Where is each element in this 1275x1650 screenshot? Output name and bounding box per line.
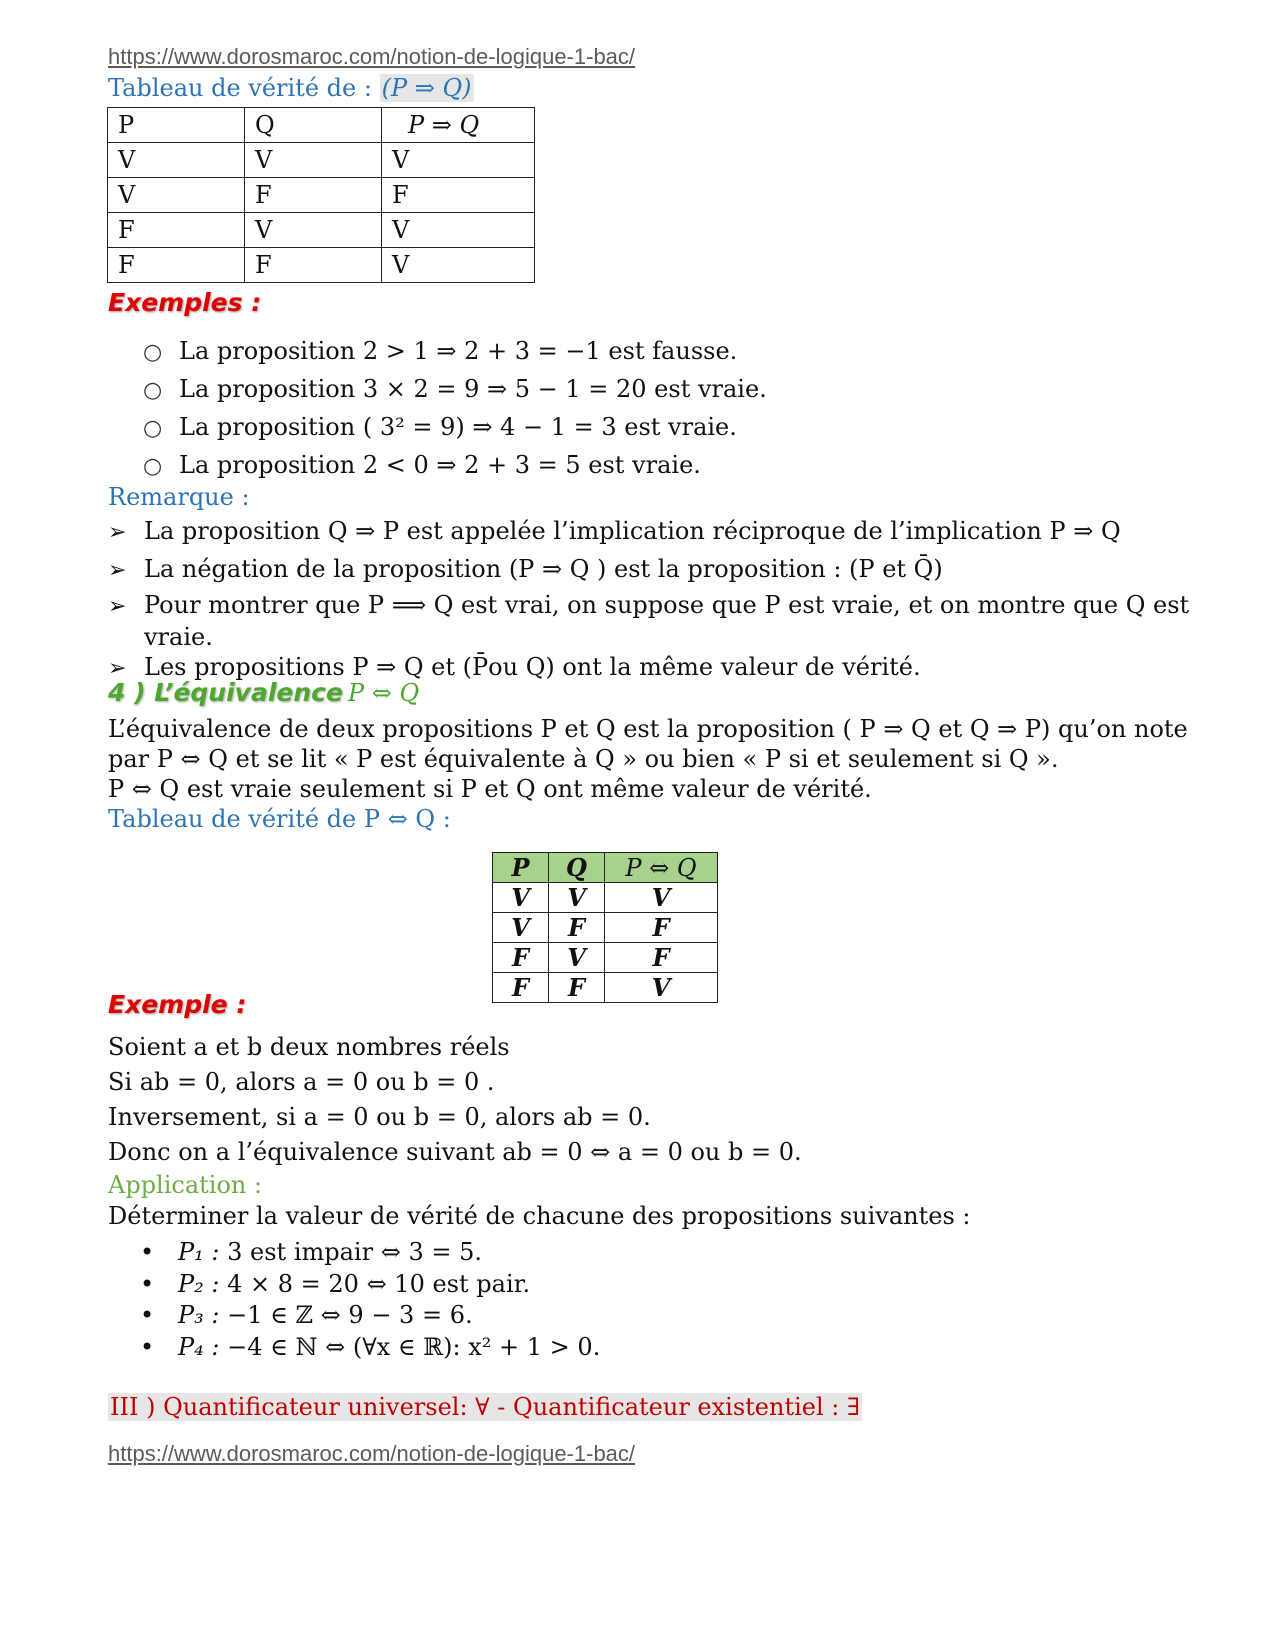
table-cell: F bbox=[605, 943, 718, 973]
list-item: • P₄ : −4 ∈ ℕ ⇔ (∀x ∈ ℝ): x² + 1 > 0. bbox=[140, 1332, 600, 1364]
table-cell: V bbox=[108, 178, 245, 213]
table-header-cell: P bbox=[108, 108, 245, 143]
table-cell: F bbox=[493, 943, 549, 973]
table1-title-prefix: Tableau de vérité de : bbox=[108, 74, 372, 102]
list-item-continuation: vraie. bbox=[144, 623, 213, 651]
source-link-top[interactable]: https://www.dorosmaroc.com/notion-de-logique-1-bac/ bbox=[108, 44, 636, 69]
table1-title bbox=[108, 73, 474, 103]
table2-title: Tableau de vérité de P ⇔ Q : bbox=[108, 805, 451, 833]
table-header-cell: P ⇔ Q bbox=[605, 853, 718, 883]
list-item: ➢ La négation de la proposition (P ⇒ Q ) est la proposition : (P et Q̄) bbox=[108, 554, 1189, 586]
truth-table-equivalence bbox=[492, 852, 718, 1003]
table-cell: V bbox=[549, 943, 605, 973]
arrow-bullet-icon: ➢ bbox=[108, 594, 127, 619]
exemples-heading: Exemples : bbox=[108, 288, 262, 317]
table-cell: V bbox=[605, 883, 718, 913]
table-row bbox=[493, 913, 718, 943]
list-item: ➢ Pour montrer que P ⟹ Q est vrai, on suppose que P est vraie, et on montre que Q est bbox=[108, 590, 1189, 622]
list-item: • P₁ : 3 est impair ⇔ 3 = 5. bbox=[140, 1237, 600, 1269]
circle-bullet-icon: ○ bbox=[143, 378, 163, 403]
exemple-body: Soient a et b deux nombres réels Si ab = 0, alors a = 0 ou b = 0 . Inversement, si a = 0 ou b = 0, alors ab = 0. Donc on a l’équivalence suivant ab = 0 ⇔ a = 0 ou b = 0. bbox=[108, 1033, 802, 1166]
table-cell: V bbox=[382, 143, 535, 178]
list-item: • P₃ : −1 ∈ ℤ ⇔ 9 − 3 = 6. bbox=[140, 1300, 600, 1332]
list-item: ○ La proposition 2 < 0 ⇒ 2 + 3 = 5 est vraie. bbox=[143, 447, 767, 485]
table-cell: F bbox=[549, 913, 605, 943]
arrow-bullet-icon: ➢ bbox=[108, 520, 127, 545]
dot-bullet-icon: • bbox=[140, 1269, 155, 1298]
list-item: ➢ Les propositions P ⇒ Q et (P̄ou Q) ont la même valeur de vérité. bbox=[108, 652, 1189, 684]
table-header-cell: P ⇒ Q bbox=[382, 108, 535, 143]
application-heading: Application : bbox=[108, 1171, 263, 1199]
table-header-row bbox=[108, 108, 535, 143]
table-cell: F bbox=[108, 213, 245, 248]
table-header-cell: P bbox=[493, 853, 549, 883]
table-row bbox=[108, 213, 535, 248]
table-cell: V bbox=[108, 143, 245, 178]
equivalence-definition: L’équivalence de deux propositions P et Q est la proposition ( P ⇒ Q et Q ⇒ P) qu’on note par P ⇔ Q et se lit « P est équivalente à Q » ou bien « P si et seulement si Q ». P ⇔ Q est vraie seulement si P et Q ont même valeur de vérité. bbox=[108, 715, 1188, 803]
table-cell: V bbox=[245, 213, 382, 248]
table-row bbox=[108, 248, 535, 283]
table-cell: V bbox=[382, 248, 535, 283]
table-cell: F bbox=[108, 248, 245, 283]
table1-title-formula: (P ⇒ Q) bbox=[381, 74, 472, 102]
table-cell: F bbox=[493, 973, 549, 1003]
table-cell: F bbox=[245, 178, 382, 213]
table-row bbox=[493, 973, 718, 1003]
circle-bullet-icon: ○ bbox=[143, 454, 163, 479]
list-item: • P₂ : 4 × 8 = 20 ⇔ 10 est pair. bbox=[140, 1269, 600, 1301]
arrow-bullet-icon: ➢ bbox=[108, 656, 127, 681]
table-cell: V bbox=[382, 213, 535, 248]
table-cell: V bbox=[493, 913, 549, 943]
list-item: ○ La proposition ( 3² = 9) ⇒ 4 − 1 = 3 est vraie. bbox=[143, 409, 767, 447]
arrow-bullet-icon: ➢ bbox=[108, 558, 127, 583]
table-cell: V bbox=[549, 883, 605, 913]
table-cell: F bbox=[382, 178, 535, 213]
equivalence-heading: 4 ) L’équivalence P ⇔ Q bbox=[108, 678, 420, 707]
section-3-heading: III ) Quantificateur universel: ∀ - Quantificateur existentiel : ∃ bbox=[110, 1393, 861, 1421]
application-list bbox=[140, 1237, 600, 1363]
table-row bbox=[493, 943, 718, 973]
exemples-list bbox=[143, 333, 767, 485]
table-cell: V bbox=[245, 143, 382, 178]
table-row bbox=[108, 178, 535, 213]
table-cell: V bbox=[493, 883, 549, 913]
table-cell: F bbox=[605, 913, 718, 943]
dot-bullet-icon: • bbox=[140, 1301, 155, 1329]
table-header-row bbox=[493, 853, 718, 883]
list-item: ➢ La proposition Q ⇒ P est appelée l’implication réciproque de l’implication P ⇒ Q bbox=[108, 516, 1189, 548]
circle-bullet-icon: ○ bbox=[143, 340, 163, 365]
table-cell: F bbox=[549, 973, 605, 1003]
truth-table-implication bbox=[107, 107, 535, 283]
table-cell: F bbox=[245, 248, 382, 283]
table-header-cell: Q bbox=[549, 853, 605, 883]
table-header-cell: Q bbox=[245, 108, 382, 143]
table-row bbox=[108, 143, 535, 178]
table-cell: V bbox=[605, 973, 718, 1003]
exemple-heading: Exemple : bbox=[108, 990, 247, 1019]
list-item: ○ La proposition 2 > 1 ⇒ 2 + 3 = −1 est fausse. bbox=[143, 333, 767, 371]
list-item: ○ La proposition 3 × 2 = 9 ⇒ 5 − 1 = 20 est vraie. bbox=[143, 371, 767, 409]
dot-bullet-icon: • bbox=[140, 1332, 155, 1361]
dot-bullet-icon: • bbox=[140, 1238, 155, 1266]
table-row bbox=[493, 883, 718, 913]
source-link-bottom[interactable]: https://www.dorosmaroc.com/notion-de-logique-1-bac/ bbox=[108, 1441, 636, 1466]
remarque-list bbox=[108, 516, 1189, 684]
application-intro: Déterminer la valeur de vérité de chacune des propositions suivantes : bbox=[108, 1202, 971, 1230]
remarque-heading: Remarque : bbox=[108, 483, 250, 511]
circle-bullet-icon: ○ bbox=[143, 416, 163, 441]
